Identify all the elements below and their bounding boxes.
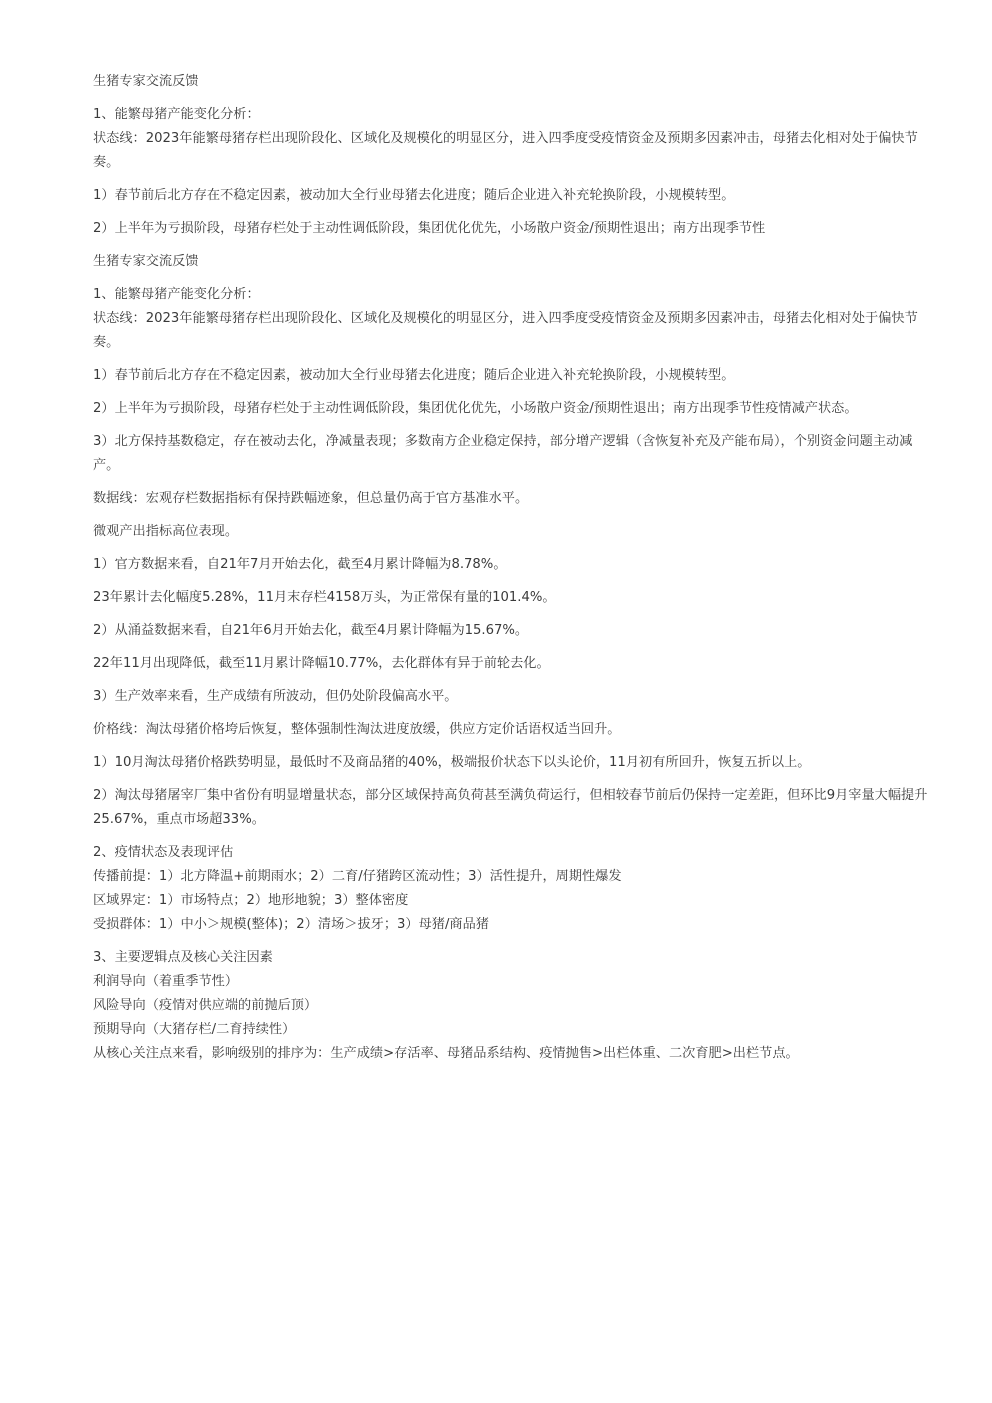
- text-line: 生猪专家交流反馈: [93, 74, 199, 89]
- text-line: 2）上半年为亏损阶段，母猪存栏处于主动性调低阶段，集团优化优先，小场散户资金/预期性退出；南方出现季节性: [93, 221, 766, 236]
- paragraph-group: [93, 553, 938, 577]
- text-line: 状态线：2023年能繁母猪存栏出现阶段化、区域化及规模化的明显区分，进入四季度受疫情资金及预期多因素冲击，母猪去化相对处于偏快节奏。: [93, 131, 918, 170]
- text-line: 微观产出指标高位表现。: [93, 524, 239, 539]
- paragraph-group: [93, 70, 938, 94]
- document-body: [93, 70, 938, 1075]
- paragraph-group: [93, 397, 938, 421]
- paragraph-group: [93, 718, 938, 742]
- paragraph-group: [93, 619, 938, 643]
- text-line: 利润导向（着重季节性）: [93, 974, 239, 989]
- text-line: 1、能繁母猪产能变化分析：: [93, 287, 260, 302]
- text-line: 生猪专家交流反馈: [93, 254, 199, 269]
- text-line: 22年11月出现降低，截至11月累计降幅10.77%，去化群体有异于前轮去化。: [93, 656, 550, 671]
- text-line: 1、能繁母猪产能变化分析：: [93, 107, 260, 122]
- text-line: 1）春节前后北方存在不稳定因素，被动加大全行业母猪去化进度；随后企业进入补充轮换阶段，小规模转型。: [93, 368, 735, 383]
- text-line: 3、主要逻辑点及核心关注因素: [93, 950, 273, 965]
- paragraph-group: [93, 520, 938, 544]
- text-line: 3）生产效率来看，生产成绩有所波动，但仍处阶段偏高水平。: [93, 689, 458, 704]
- paragraph-group: [93, 103, 938, 175]
- text-line: 23年累计去化幅度5.28%，11月末存栏4158万头，为正常保有量的101.4%。: [93, 590, 556, 605]
- paragraph-group: [93, 784, 938, 832]
- text-line: 数据线：宏观存栏数据指标有保持跌幅迹象，但总量仍高于官方基准水平。: [93, 491, 529, 506]
- text-line: 2）淘汰母猪屠宰厂集中省份有明显增量状态，部分区域保持高负荷甚至满负荷运行，但相较春节前后仍保持一定差距，但环比9月宰量大幅提升25.67%，重点市场超33%。: [93, 788, 928, 827]
- text-line: 从核心关注点来看，影响级别的排序为：生产成绩>存活率、母猪品系结构、疫情抛售>出栏体重、二次育肥>出栏节点。: [93, 1046, 799, 1061]
- paragraph-group: [93, 586, 938, 610]
- text-line: 预期导向（大猪存栏/二育持续性）: [93, 1022, 296, 1037]
- paragraph-group: [93, 430, 938, 478]
- text-line: 受损群体：1）中小＞规模(整体)；2）清场＞拔牙；3）母猪/商品猪: [93, 917, 489, 932]
- paragraph-group: [93, 283, 938, 355]
- text-line: 1）10月淘汰母猪价格跌势明显，最低时不及商品猪的40%，极端报价状态下以头论价，11月初有所回升，恢复五折以上。: [93, 755, 811, 770]
- text-line: 2）上半年为亏损阶段，母猪存栏处于主动性调低阶段，集团优化优先，小场散户资金/预期性退出；南方出现季节性疫情减产状态。: [93, 401, 858, 416]
- text-line: 1）春节前后北方存在不稳定因素，被动加大全行业母猪去化进度；随后企业进入补充轮换阶段，小规模转型。: [93, 188, 735, 203]
- text-line: 价格线：淘汰母猪价格垮后恢复，整体强制性淘汰进度放缓，供应方定价话语权适当回升。: [93, 722, 621, 737]
- paragraph-group: [93, 184, 938, 208]
- paragraph-group: [93, 946, 938, 1066]
- text-line: 3）北方保持基数稳定，存在被动去化，净减量表现；多数南方企业稳定保持，部分增产逻辑（含恢复补充及产能布局），个别资金问题主动减产。: [93, 434, 913, 473]
- paragraph-group: [93, 217, 938, 241]
- paragraph-group: [93, 250, 938, 274]
- paragraph-group: [93, 364, 938, 388]
- text-line: 传播前提：1）北方降温+前期雨水；2）二育/仔猪跨区流动性；3）活性提升，周期性爆发: [93, 869, 622, 884]
- paragraph-group: [93, 685, 938, 709]
- paragraph-group: [93, 652, 938, 676]
- text-line: 2）从涌益数据来看，自21年6月开始去化，截至4月累计降幅为15.67%。: [93, 623, 529, 638]
- text-line: 1）官方数据来看，自21年7月开始去化，截至4月累计降幅为8.78%。: [93, 557, 507, 572]
- paragraph-group: [93, 487, 938, 511]
- paragraph-group: [93, 841, 938, 937]
- text-line: 区域界定：1）市场特点；2）地形地貌；3）整体密度: [93, 893, 409, 908]
- text-line: 2、疫情状态及表现评估: [93, 845, 234, 860]
- text-line: 风险导向（疫情对供应端的前抛后顶）: [93, 998, 318, 1013]
- text-line: 状态线：2023年能繁母猪存栏出现阶段化、区域化及规模化的明显区分，进入四季度受疫情资金及预期多因素冲击，母猪去化相对处于偏快节奏。: [93, 311, 918, 350]
- paragraph-group: [93, 751, 938, 775]
